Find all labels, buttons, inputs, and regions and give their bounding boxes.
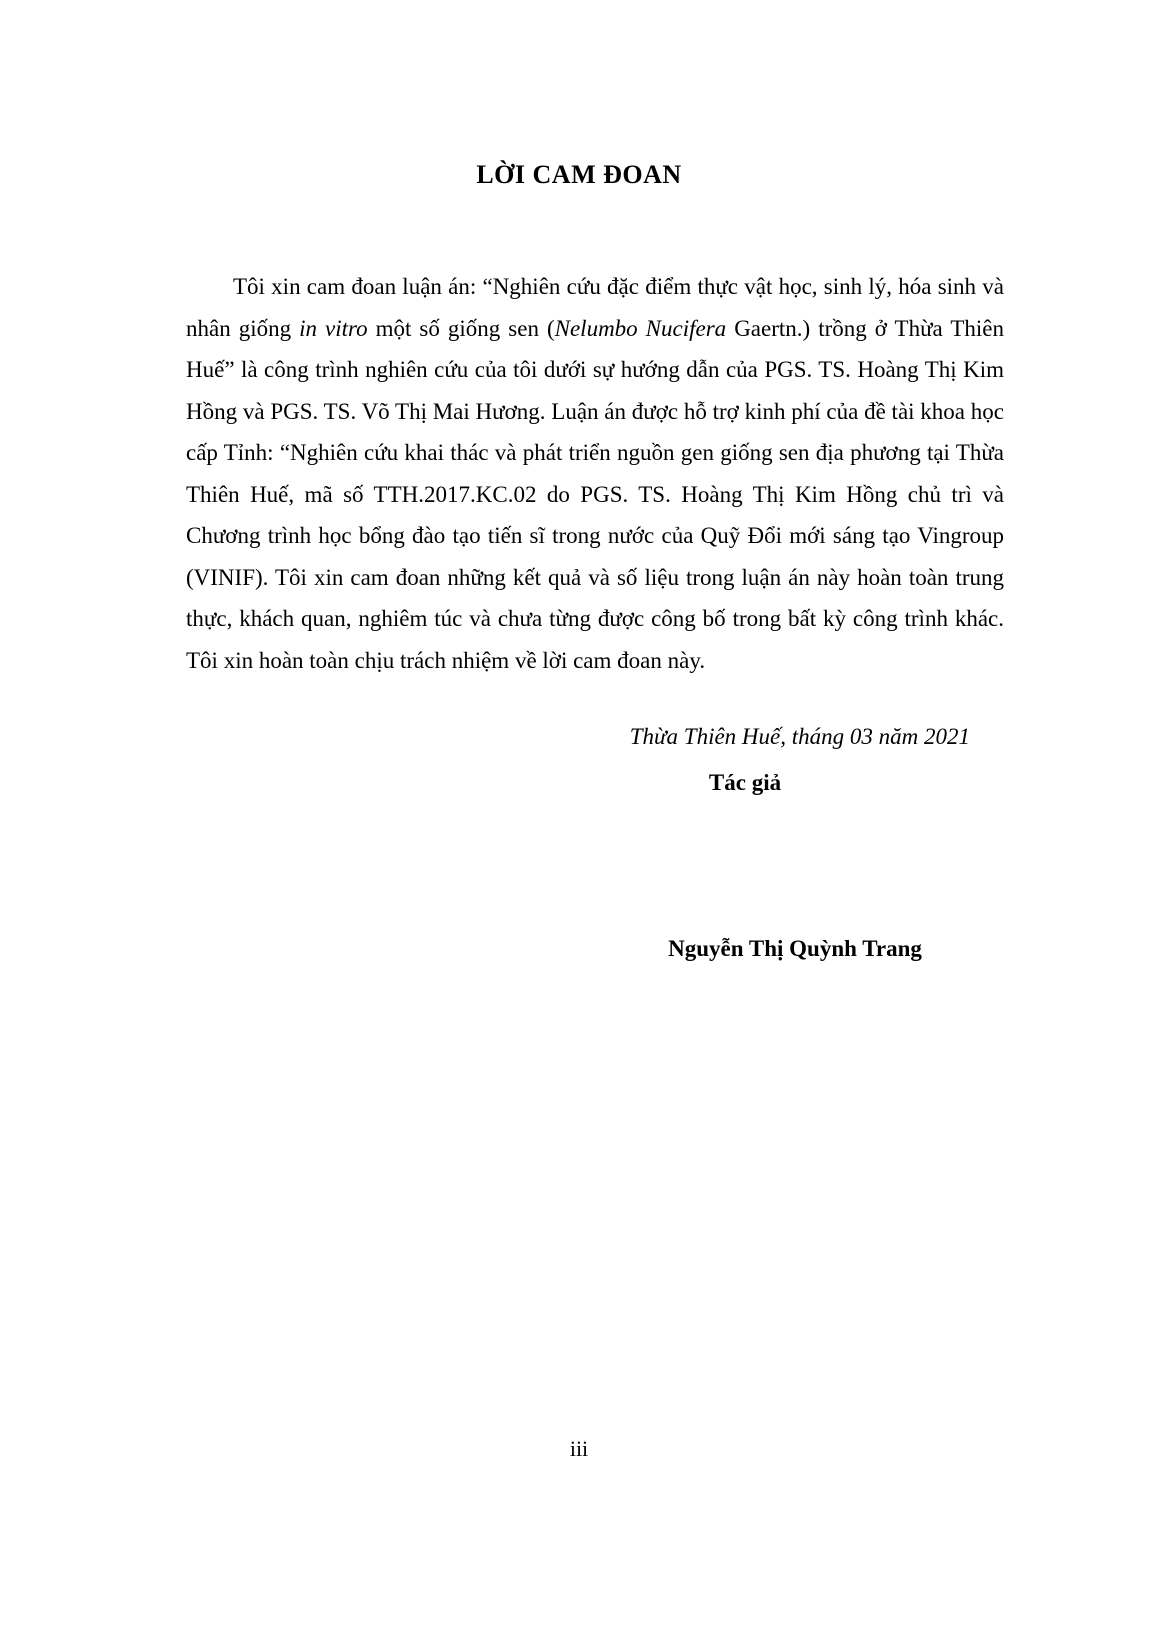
declaration-italic-species: Nelumbo Nucifera xyxy=(554,315,727,341)
place-date: Thừa Thiên Huế, tháng 03 năm 2021 xyxy=(629,724,970,749)
declaration-italic-in-vitro: in vitro xyxy=(299,315,368,341)
declaration-paragraph xyxy=(186,266,1004,681)
page-title: LỜI CAM ĐOAN xyxy=(476,160,682,189)
page-number: iii xyxy=(569,1436,589,1461)
declaration-text-part-3: Gaertn.) trồng ở Thừa Thiên Huế” là công trình nghiên cứu của tôi dưới sự hướng dẫn của PGS. TS. Hoàng Thị Kim Hồng và PGS. TS. Võ Thị Mai Hương. Luận án được hỗ trợ kinh phí của đề tài khoa học cấp Tỉnh: “Nghiên cứu khai thác và phát triển nguồn gen giống sen địa phương tại Thừa Thiên Huế, mã số TTH.2017.KC.02 do PGS. TS. Hoàng Thị Kim Hồng chủ trì và Chương trình học bổng đào tạo tiến sĩ trong nước của Quỹ Đổi mới sáng tạo Vingroup (VINIF). Tôi xin cam đoan những kết quả và số liệu trong luận án này hoàn toàn trung thực, khách quan, nghiêm túc và chưa từng được công bố trong bất kỳ công trình khác. Tôi xin hoàn toàn chịu trách nhiệm về lời cam đoan này. xyxy=(186,315,1004,673)
author-name: Nguyễn Thị Quỳnh Trang xyxy=(668,936,922,961)
declaration-text-part-2: một số giống sen ( xyxy=(367,315,555,341)
declaration-text-part-1: Tôi xin cam đoan luận án: “Nghiên cứu đặc điểm thực vật học, sinh lý, hóa sinh và nhân giống xyxy=(186,274,1004,341)
author-label: Tác giả xyxy=(708,770,782,795)
